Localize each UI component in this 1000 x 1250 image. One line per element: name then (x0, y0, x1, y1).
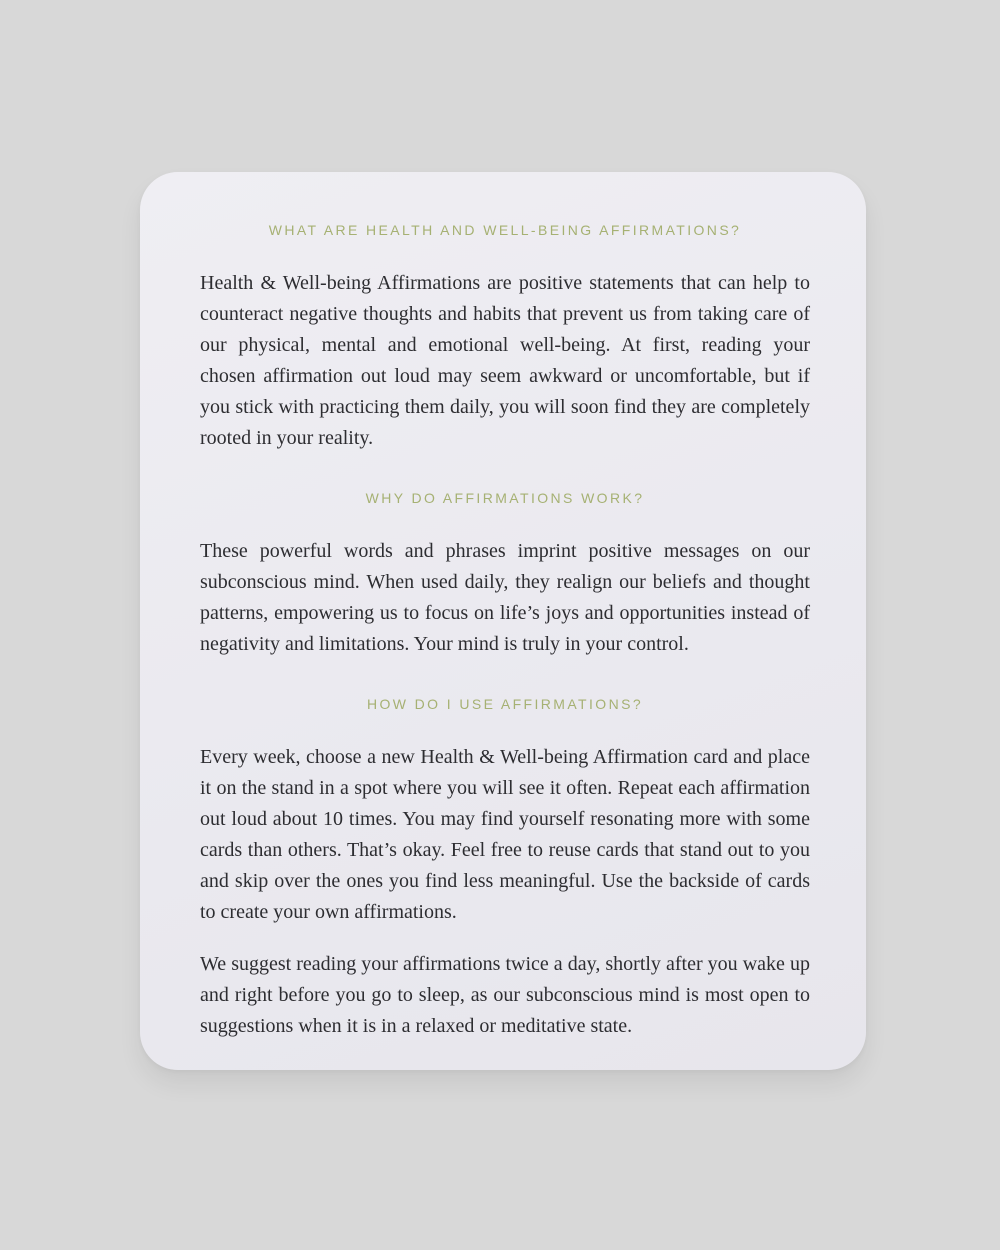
paragraph-how-to-use-affirmations: Every week, choose a new Health & Well-being Affirmation card and place it on the stand in a spot where you will see it often. Repeat each affirmation out loud about 10 times. You may find yourself resonating more with some cards than others. That’s okay. Feel free to reuse cards that stand out to you and skip over the ones you find less meaningful. Use the backside of cards to create your own affirmations. (200, 746, 810, 923)
affirmations-instruction-card (140, 172, 866, 1070)
paragraph-why-affirmations-work: These powerful words and phrases imprint positive messages on our subconscious mind. When used daily, they realign our beliefs and thought patterns, empowering us to focus on life’s joys and opportunities instead of negativity and limitations. Your mind is truly in your control. (200, 540, 810, 655)
heading-why-affirmations-work: WHY DO AFFIRMATIONS WORK? (365, 490, 645, 506)
paragraph-what-are-affirmations: Health & Well-being Affirmations are positive statements that can help to counteract negative thoughts and habits that prevent us from taking care of our physical, mental and emotional well-being. At first, reading your chosen affirmation out loud may seem awkward or uncomfortable, but if you stick with practicing them daily, you will soon find they are completely rooted in your reality. (200, 272, 810, 449)
heading-what-are-affirmations: WHAT ARE HEALTH AND WELL-BEING AFFIRMATIONS? (268, 222, 742, 238)
heading-how-to-use-affirmations: HOW DO I USE AFFIRMATIONS? (366, 696, 644, 712)
paragraph-reading-suggestion: We suggest reading your affirmations twice a day, shortly after you wake up and right before you go to sleep, as our subconscious mind is most open to suggestions when it is in a relaxed or meditative state. (200, 953, 810, 1037)
